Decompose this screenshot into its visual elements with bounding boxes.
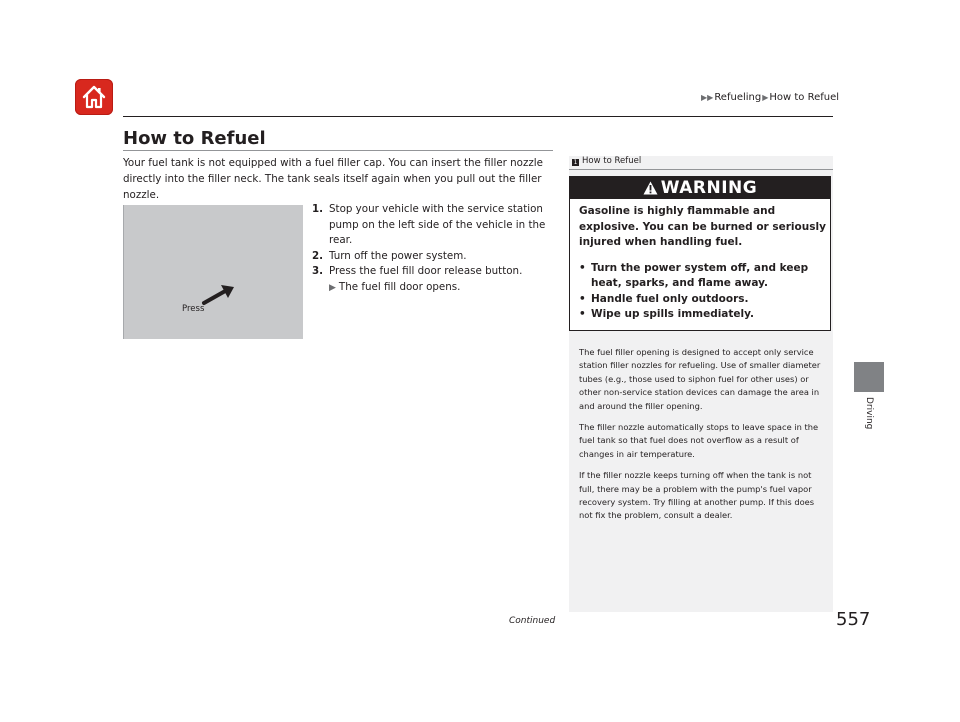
step-item xyxy=(312,264,557,280)
side-note-heading xyxy=(569,156,833,169)
page-title: How to Refuel xyxy=(123,128,266,149)
side-note-heading-text: How to Refuel xyxy=(582,156,642,166)
step-text: Press the fuel fill door release button. xyxy=(329,265,523,277)
side-note-divider xyxy=(569,169,833,170)
intro-paragraph: Your fuel tank is not equipped with a fuel filler cap. You can insert the filler nozzle directly into the filler neck. The tank seals itself again when you pull out the filler nozzle. xyxy=(123,157,543,201)
reference-icon: 1 xyxy=(573,159,578,166)
warning-list-item: • Turn the power system off, and keep heat, sparks, and flame away. xyxy=(579,261,827,292)
press-label: Press xyxy=(182,304,205,314)
breadcrumb-item-refueling[interactable]: Refueling xyxy=(714,92,762,103)
step-item xyxy=(312,249,557,265)
warning-header xyxy=(570,177,830,199)
side-note-paragraph: If the filler nozzle keeps turning off when the tank is not full, there may be a problem with the pump's fuel vapor recovery system. Try filling at another pump. If this does not fix the problem, consult a dealer. xyxy=(579,470,815,521)
chapter-tab-label: Driving xyxy=(864,397,874,430)
step-text: Stop your vehicle with the service station pump on the left side of the vehicle in the rear. xyxy=(329,203,546,246)
step-number: 3. xyxy=(312,265,324,277)
title-divider xyxy=(123,150,553,151)
side-note-paragraph: The fuel filler opening is designed to accept only service station filler nozzles for refueling. Use of smaller diameter tubes (e.g., those used to siphon fuel for other uses) or other non-service station devices can damage the area in and around the filler opening. xyxy=(579,347,821,411)
step-result xyxy=(312,280,557,297)
continued-label: Continued xyxy=(509,616,556,626)
step-number: 1. xyxy=(312,203,324,215)
warning-list-item: • Handle fuel only outdoors. xyxy=(579,292,827,308)
chapter-tab-marker[interactable] xyxy=(854,362,884,392)
breadcrumb-item-how-to-refuel[interactable]: How to Refuel xyxy=(769,92,840,103)
step-result-text: The fuel fill door opens. xyxy=(338,280,461,293)
breadcrumb-arrow-icon: ▶ xyxy=(762,93,769,102)
breadcrumb-arrow-icon: ▶▶ xyxy=(701,93,714,102)
step-list xyxy=(312,202,557,296)
breadcrumb xyxy=(700,92,839,103)
side-note-paragraph: The filler nozzle automatically stops to leave space in the fuel tank so that fuel does not overflow as a result of changes in air temperature. xyxy=(579,422,819,459)
warning-list-item: • Wipe up spills immediately. xyxy=(579,307,827,323)
step-number: 2. xyxy=(312,249,324,262)
home-button[interactable] xyxy=(75,79,113,115)
warning-list xyxy=(579,261,827,323)
warning-text: Gasoline is highly flammable and explosive. You can be burned or seriously injured when handling fuel. xyxy=(579,205,826,248)
warning-title: WARNING xyxy=(660,178,758,198)
side-note-body xyxy=(579,346,825,531)
home-icon xyxy=(81,84,107,110)
warning-body xyxy=(579,204,827,323)
warning-box xyxy=(569,176,831,331)
figure-border xyxy=(123,205,124,339)
step-text: Turn off the power system. xyxy=(329,249,467,262)
press-arrow-icon xyxy=(201,283,241,307)
result-arrow-icon: ▶ xyxy=(329,282,336,293)
header-divider xyxy=(123,116,833,117)
step-item xyxy=(312,202,557,249)
warning-triangle-icon xyxy=(643,181,658,195)
fuel-door-button-illustration xyxy=(123,205,303,339)
page-number: 557 xyxy=(836,609,871,630)
